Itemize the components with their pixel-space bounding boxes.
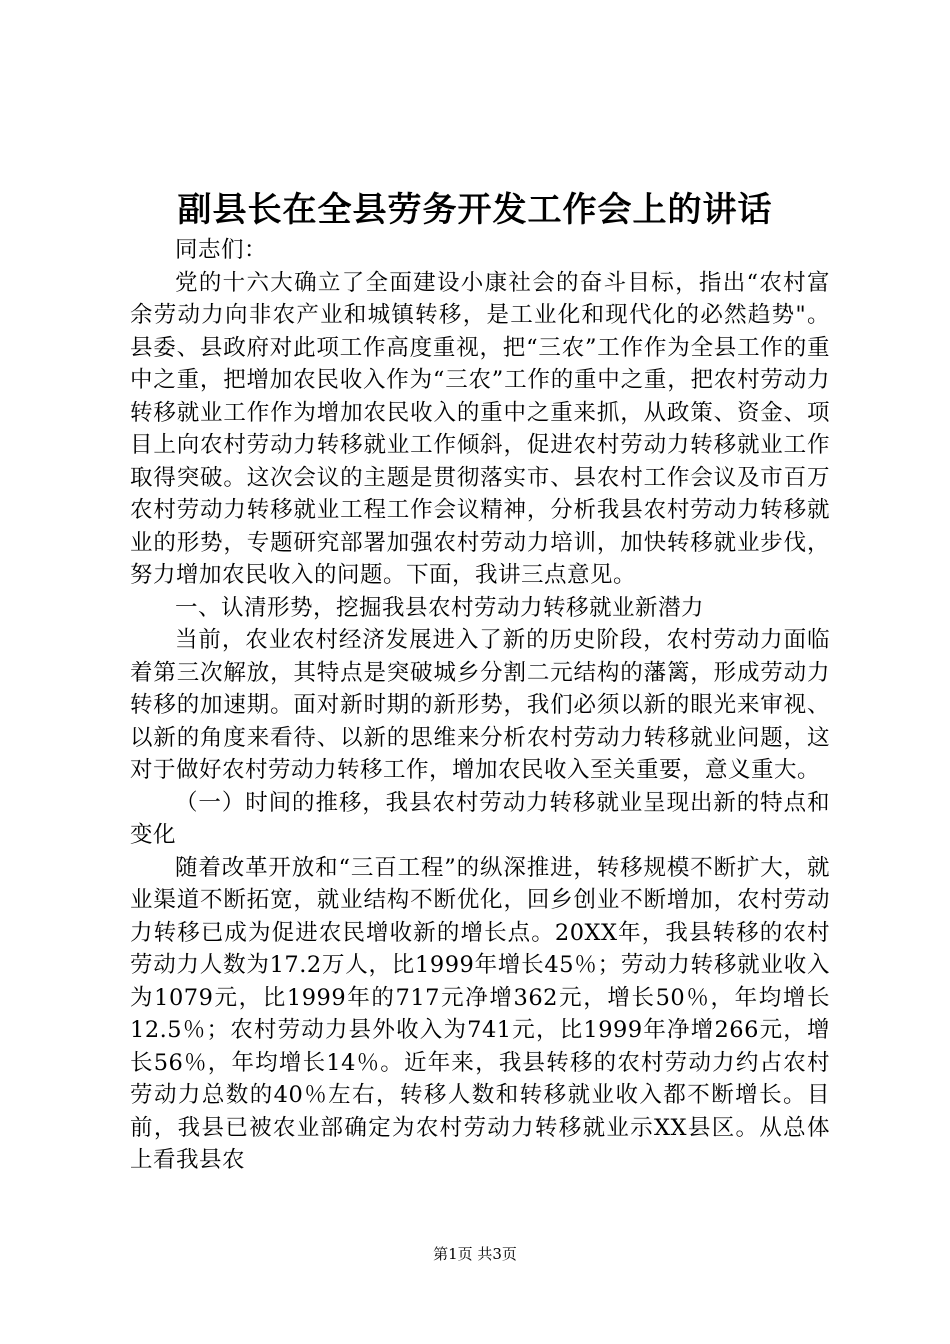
- paragraph-intro: 党的十六大确立了全面建设小康社会的奋斗目标，指出“农村富余劳动力向非农产业和城镇转移，是工业化和现代化的必然趋势"。县委、县政府对此项工作高度重视，把“三农”工作作为全县工作的重中之重，把增加农民收入作为“三农”工作的重中之重，把农村劳动力转移就业工作作为增加农民收入的重中之重来抓，从政策、资金、项目上向农村劳动力转移就业工作倾斜，促进农村劳动力转移就业工作取得突破。这次会议的主题是贯彻落实市、县农村工作会议及市百万农村劳动力转移就业工程工作会议精神，分析我县农村劳动力转移就业的形势，专题研究部署加强农村劳动力培训，加快转移就业步伐，努力增加农民收入的问题。下面，我讲三点意见。: [130, 269, 830, 588]
- subsection-heading-1: （一）时间的推移，我县农村劳动力转移就业呈现出新的特点和变化: [130, 789, 830, 848]
- paragraph-statistics: 随着改革开放和“三百工程”的纵深推进，转移规模不断扩大，就业渠道不断拓宽，就业结构不断优化，回乡创业不断增加，农村劳动力转移已成为促进农民增收新的增长点。20XX年，我县转移的农村劳动力人数为17.2万人，比1999年增长45％；劳动力转移就业收入为1079元，比1999年的717元净增362元，增长50％，年均增长12.5％；农村劳动力县外收入为741元，比1999年净增266元，增长56％，年均增长14％。近年来，我县转移的农村劳动力约占农村劳动力总数的40％左右，转移人数和转移就业收入都不断增长。目前，我县已被农业部确定为农村劳动力转移就业示XX县区。从总体上看我县农: [130, 854, 830, 1173]
- document-body: [130, 234, 830, 1177]
- salutation: 同志们：: [175, 237, 268, 263]
- page-number: 第1页 共3页: [433, 1245, 517, 1263]
- document-title: 副县长在全县劳务开发工作会上的讲话: [177, 190, 773, 230]
- section-heading-1: 一、认清形势，挖掘我县农村劳动力转移就业新潜力: [175, 594, 705, 621]
- paragraph-situation: 当前，农业农村经济发展进入了新的历史阶段，农村劳动力面临着第三次解放，其特点是突破城乡分割二元结构的藩篱，形成劳动力转移的加速期。面对新时期的新形势，我们必须以新的眼光来审视、以新的角度来看待、以新的思维来分析农村劳动力转移就业问题，这对于做好农村劳动力转移工作，增加农民收入至关重要，意义重大。: [130, 627, 830, 783]
